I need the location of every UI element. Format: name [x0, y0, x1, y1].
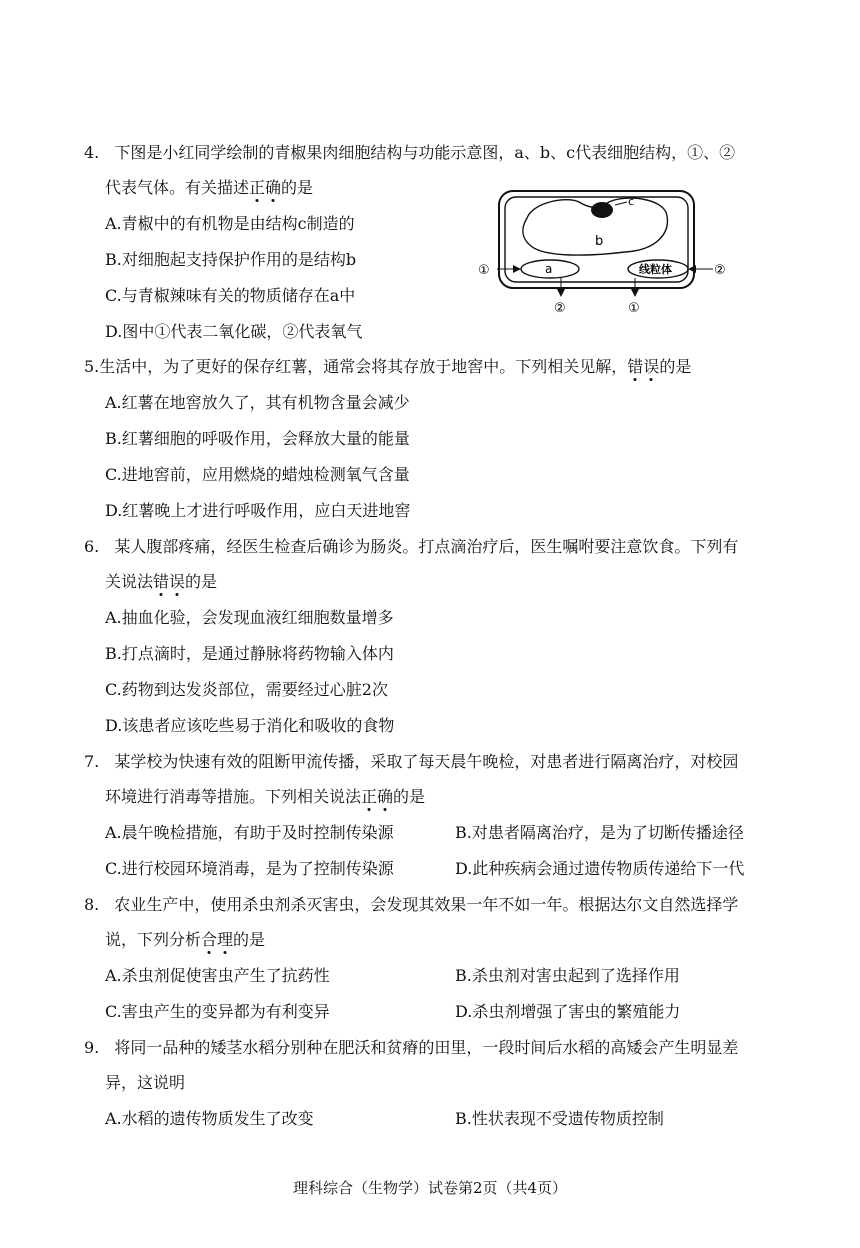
label-a: a: [545, 262, 553, 276]
gas1-left: ①: [478, 263, 490, 278]
q4-option-c: C.与青椒辣味有关的物质储存在a中: [105, 286, 356, 305]
q8-stem-text3: 的是: [233, 930, 266, 949]
gas2-bottom: ②: [554, 301, 566, 316]
q8-stem-text1: 农业生产中，使用杀虫剂杀灭害虫，会发现其效果一年不如一年。根据达尔文自然选择学: [114, 895, 739, 914]
q5-option-d: D.红薯晚上才进行呼吸作用，应白天进地窖: [105, 501, 411, 520]
q5-option-a: A.红薯在地窖放久了，其有机物含量会减少: [105, 393, 410, 412]
page-footer: 理科综合（生物学）试卷第2页（共4页）: [292, 1179, 568, 1197]
q5-stem: [84, 357, 691, 377]
q8-number: 8.: [84, 895, 100, 914]
q4-stem-text2: 代表气体。有关描述: [105, 178, 250, 197]
q8-option-d: D.杀虫剂增强了害虫的繁殖能力: [455, 1002, 681, 1021]
q8-stem-line1: [84, 895, 738, 915]
q5-option-b: B.红薯细胞的呼吸作用，会释放大量的能量: [105, 429, 410, 448]
q6-emphasis-1: 错: [153, 572, 170, 591]
q6-option-c: C.药物到达发炎部位，需要经过心脏2次: [105, 680, 388, 699]
q7-option-a: A.晨午晚检措施，有助于及时控制传染源: [105, 823, 394, 842]
q4-stem-text1: 下图是小红同学绘制的青椒果肉细胞结构与功能示意图，a、b、c代表细胞结构，①、②: [114, 143, 736, 162]
q7-option-c: C.进行校园环境消毒，是为了控制传染源: [105, 859, 394, 878]
q5-option-c: C.进地窖前，应用燃烧的蜡烛检测氧气含量: [105, 465, 410, 484]
q9-option-a: A.水稻的遗传物质发生了改变: [105, 1109, 314, 1128]
q6-option-d: D.该患者应该吃些易于消化和吸收的食物: [105, 716, 395, 735]
q6-stem-text3: 的是: [185, 572, 218, 591]
q9-stem-line1: [84, 1038, 738, 1058]
q7-number: 7.: [84, 752, 100, 771]
q9-number: 9.: [84, 1038, 100, 1057]
q4-emphasis-2: 确: [265, 178, 282, 197]
q4-option-a: A.青椒中的有机物是由结构c制造的: [105, 214, 355, 233]
q6-number: 6.: [84, 537, 100, 556]
q5-stem-text2: 的是: [659, 357, 692, 376]
q8-stem-text2: 说，下列分析: [105, 930, 202, 949]
q9-stem-text1: 将同一品种的矮茎水稻分别种在肥沃和贫瘠的田里，一段时间后水稻的高矮会产生明显差: [114, 1038, 739, 1057]
q6-emphasis-2: 误: [169, 572, 186, 591]
q7-stem-line1: [84, 752, 738, 772]
q8-option-a: A.杀虫剂促使害虫产生了抗药性: [105, 966, 330, 985]
q7-stem-text3: 的是: [393, 787, 426, 806]
q6-option-b: B.打点滴时，是通过静脉将药物输入体内: [105, 644, 394, 663]
q4-stem-line2: [105, 178, 313, 198]
q4-stem-text3: 的是: [281, 178, 314, 197]
q6-stem-text1: 某人腹部疼痛，经医生检查后确诊为肠炎。打点滴治疗后，医生嘱咐要注意饮食。下列有: [114, 537, 739, 556]
q6-option-a: A.抽血化验，会发现血液红细胞数量增多: [105, 608, 394, 627]
q5-emphasis-2: 误: [643, 357, 660, 376]
q9-option-b: B.性状表现不受遗传物质控制: [455, 1109, 664, 1128]
q8-option-b: B.杀虫剂对害虫起到了选择作用: [455, 966, 680, 985]
q7-stem-text2: 环境进行消毒等措施。下列相关说法: [105, 787, 362, 806]
label-c: c: [628, 195, 635, 208]
q8-stem-line2: [105, 930, 265, 950]
cell-diagram: [475, 188, 735, 318]
q8-emphasis-1: 合: [201, 930, 218, 949]
q6-stem-line2: [105, 572, 217, 592]
q8-emphasis-2: 理: [217, 930, 234, 949]
q4-number: 4.: [84, 143, 100, 162]
q5-emphasis-1: 错: [627, 357, 644, 376]
q8-option-c: C.害虫产生的变异都为有利变异: [105, 1002, 330, 1021]
q7-option-b: B.对患者隔离治疗，是为了切断传播途径: [455, 823, 744, 842]
q7-option-d: D.此种疾病会通过遗传物质传递给下一代: [455, 859, 745, 878]
q4-option-d: D.图中①代表二氧化碳，②代表氧气: [105, 322, 363, 341]
q4-option-b: B.对细胞起支持保护作用的是结构b: [105, 250, 357, 269]
gas2-right: ②: [714, 263, 726, 278]
q5-stem-text1: 5.生活中，为了更好的保存红薯，通常会将其存放于地窖中。下列相关见解，: [84, 357, 628, 376]
nucleus-c: [591, 202, 613, 218]
q4-emphasis-1: 正: [249, 178, 266, 197]
gas1-bottom: ①: [628, 301, 640, 316]
q9-stem-line2: 异，这说明: [105, 1073, 186, 1092]
q7-emphasis-1: 正: [361, 787, 378, 806]
q7-emphasis-2: 确: [377, 787, 394, 806]
q6-stem-line1: [84, 537, 738, 557]
label-mitochondrion: 线粒体: [639, 263, 672, 276]
label-b: b: [595, 234, 604, 249]
q7-stem-text1: 某学校为快速有效的阻断甲流传播，采取了每天晨午晚检，对患者进行隔离治疗，对校园: [114, 752, 739, 771]
q6-stem-text2: 关说法: [105, 572, 154, 591]
q4-stem-line1: [84, 143, 735, 163]
q7-stem-line2: [105, 787, 425, 807]
